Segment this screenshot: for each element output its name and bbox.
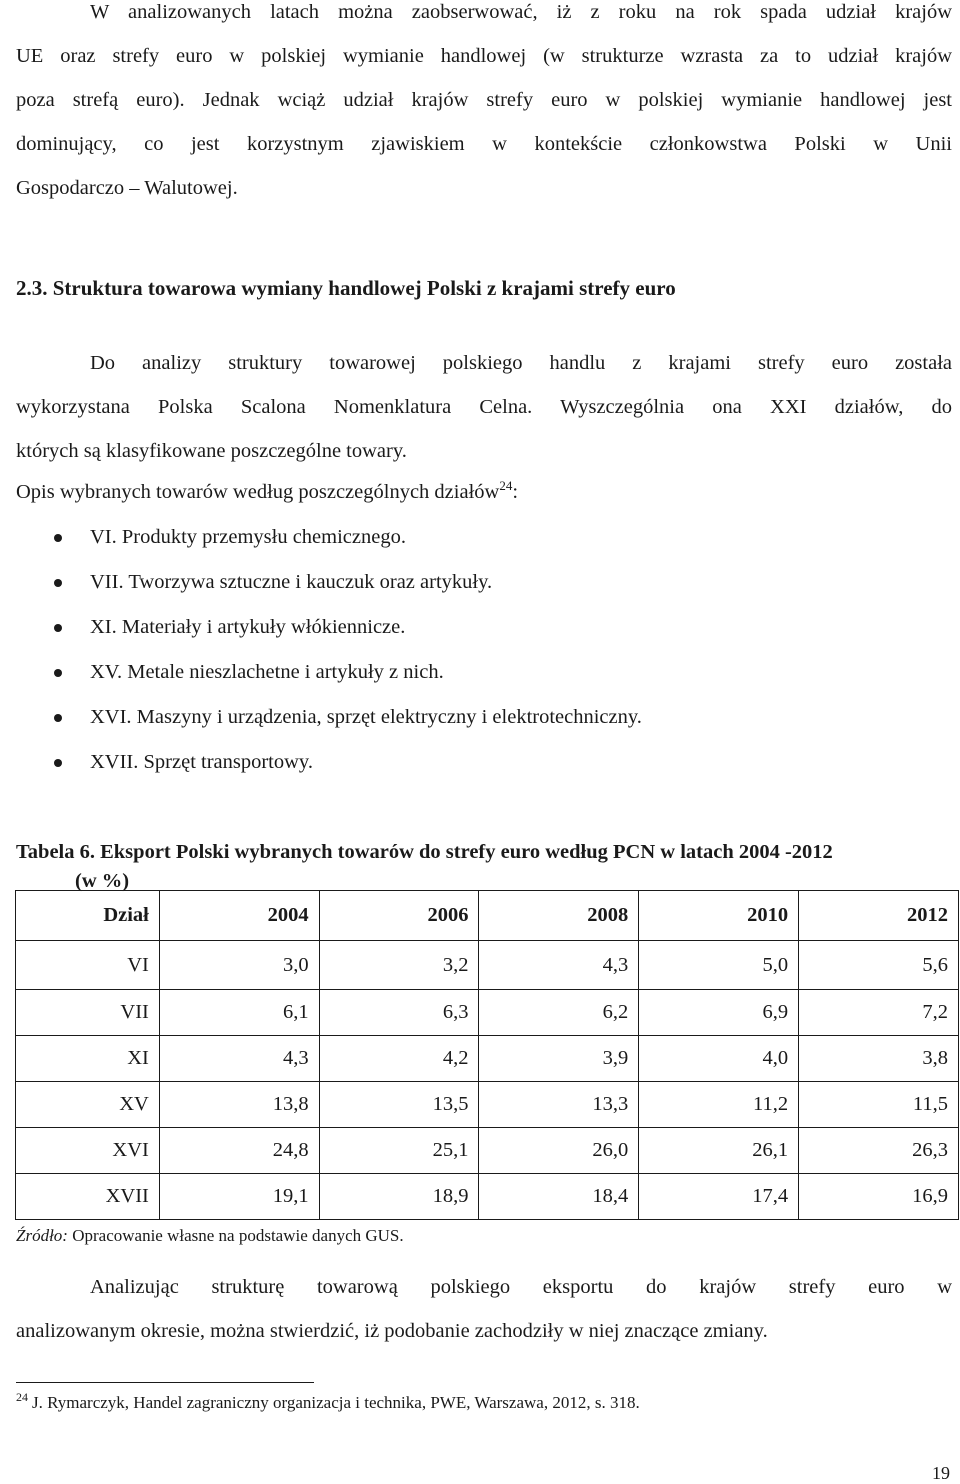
analysis-line-1: Do analizy struktury towarowej polskiego handlu z krajami strefy euro została [90,352,952,374]
table-caption-line-2: (w %) [75,870,130,892]
table-cell: 6,9 [639,990,799,1036]
table-cell: 18,4 [479,1174,639,1220]
list-item [0,611,642,656]
table-cell: 3,2 [319,941,479,990]
table-cell: 4,3 [479,941,639,990]
intro-line-5: Gospodarczo – Walutowej. [16,177,238,199]
goods-list [0,521,642,791]
table-cell: 26,3 [799,1128,959,1174]
table-cell: 25,1 [319,1128,479,1174]
table-row [16,941,959,990]
table-cell: 19,1 [159,1174,319,1220]
table-cell: 13,5 [319,1082,479,1128]
intro-line-1: W analizowanych latach można zaobserwować, iż z roku na rok spada udział krajów [90,1,952,23]
header-cell: Dział [16,891,160,941]
table-row [16,1174,959,1220]
analysis-line-2: wykorzystana Polska Scalona Nomenklatura Celna. Wyszczególnia ona XXI działów, do [16,396,952,418]
table-cell: 24,8 [159,1128,319,1174]
intro-line-4: dominujący, co jest korzystnym zjawiskiem w kontekście członkowstwa Polski w Unii [16,133,952,155]
table-cell: 4,3 [159,1036,319,1082]
analysis-line-3: których są klasyfikowane poszczególne towary. [16,440,407,462]
section-heading: 2.3. Struktura towarowa wymiany handlowej Polski z krajami strefy euro [16,276,676,300]
footnote-divider [16,1382,314,1383]
footnote-text: J. Rymarczyk, Handel zagraniczny organizacja i technika, PWE, Warszawa, 2012, s. 318. [32,1393,640,1412]
intro-line-3: poza strefą euro). Jednak wciąż udział krajów strefy euro w polskiej wymianie handlowej jest [16,89,952,111]
intro-paragraph [16,0,952,210]
table-cell: 18,9 [319,1174,479,1220]
list-item [0,746,642,791]
source-label: Źródło: [16,1226,68,1245]
list-item-text: VII. Tworzywa sztuczne i kauczuk oraz artykuły. [90,571,493,593]
export-table [15,890,959,1220]
header-cell: 2010 [639,891,799,941]
header-cell: 2006 [319,891,479,941]
bullet-icon [54,534,62,542]
conclusion-line-1: Analizując strukturę towarową polskiego eksportu do krajów strefy euro w [90,1276,952,1298]
table-caption [16,838,833,896]
intro-line-2: UE oraz strefy euro w polskiej wymianie handlowej (w strukturze wzrasta za to udział krajów [16,45,952,67]
header-cell: 2008 [479,891,639,941]
conclusion-paragraph [16,1265,952,1353]
header-cell: 2012 [799,891,959,941]
table-cell: 13,3 [479,1082,639,1128]
table-cell: 6,1 [159,990,319,1036]
table-cell: 3,8 [799,1036,959,1082]
list-item [0,521,642,566]
table-cell: XI [16,1036,160,1082]
list-intro-text: Opis wybranych towarów według poszczególnych działów [16,481,500,503]
table-cell: 5,6 [799,941,959,990]
table-cell: 26,1 [639,1128,799,1174]
header-cell: 2004 [159,891,319,941]
table-cell: 5,0 [639,941,799,990]
list-intro [16,476,518,508]
source-note [16,1223,404,1249]
table-cell: 13,8 [159,1082,319,1128]
conclusion-line-2: analizowanym okresie, można stwierdzić, iż podobanie zachodziły w niej znaczące zmiany. [16,1320,768,1342]
footnote-number: 24 [16,1390,28,1404]
table-cell: 6,2 [479,990,639,1036]
bullet-icon [54,714,62,722]
table-row [16,1036,959,1082]
table-cell: XVI [16,1128,160,1174]
list-item-text: VI. Produkty przemysłu chemicznego. [90,526,406,548]
table-cell: VI [16,941,160,990]
table-row [16,1128,959,1174]
bullet-icon [54,624,62,632]
footnote-reference[interactable]: 24 [499,478,513,493]
table-caption-line-1: Tabela 6. Eksport Polski wybranych towarów do strefy euro według PCN w latach 2004 -2012 [16,841,833,863]
table-cell: 16,9 [799,1174,959,1220]
page-number: 19 [932,1463,950,1483]
source-text: Opracowanie własne na podstawie danych GUS. [67,1226,404,1245]
list-item-text: XVII. Sprzęt transportowy. [90,751,313,773]
table-row [16,990,959,1036]
table-header-row [16,891,959,941]
table-cell: 11,2 [639,1082,799,1128]
table-cell: 3,9 [479,1036,639,1082]
table-cell: 26,0 [479,1128,639,1174]
bullet-icon [54,759,62,767]
list-item [0,566,642,611]
table-cell: 4,0 [639,1036,799,1082]
table-cell: 3,0 [159,941,319,990]
footnote [16,1390,640,1416]
list-item-text: XV. Metale nieszlachetne i artykuły z nich. [90,661,444,683]
list-item-text: XI. Materiały i artykuły włókiennicze. [90,616,406,638]
table-cell: XV [16,1082,160,1128]
analysis-paragraph [16,341,952,473]
table-cell: 4,2 [319,1036,479,1082]
table-cell: VII [16,990,160,1036]
table-cell: 6,3 [319,990,479,1036]
table-row [16,1082,959,1128]
bullet-icon [54,669,62,677]
table-cell: 17,4 [639,1174,799,1220]
table-cell: 11,5 [799,1082,959,1128]
list-item [0,701,642,746]
list-item-text: XVI. Maszyny i urządzenia, sprzęt elektryczny i elektrotechniczny. [90,706,642,728]
table-cell: XVII [16,1174,160,1220]
list-item [0,656,642,701]
list-intro-suffix: : [512,481,519,503]
table-cell: 7,2 [799,990,959,1036]
bullet-icon [54,579,62,587]
